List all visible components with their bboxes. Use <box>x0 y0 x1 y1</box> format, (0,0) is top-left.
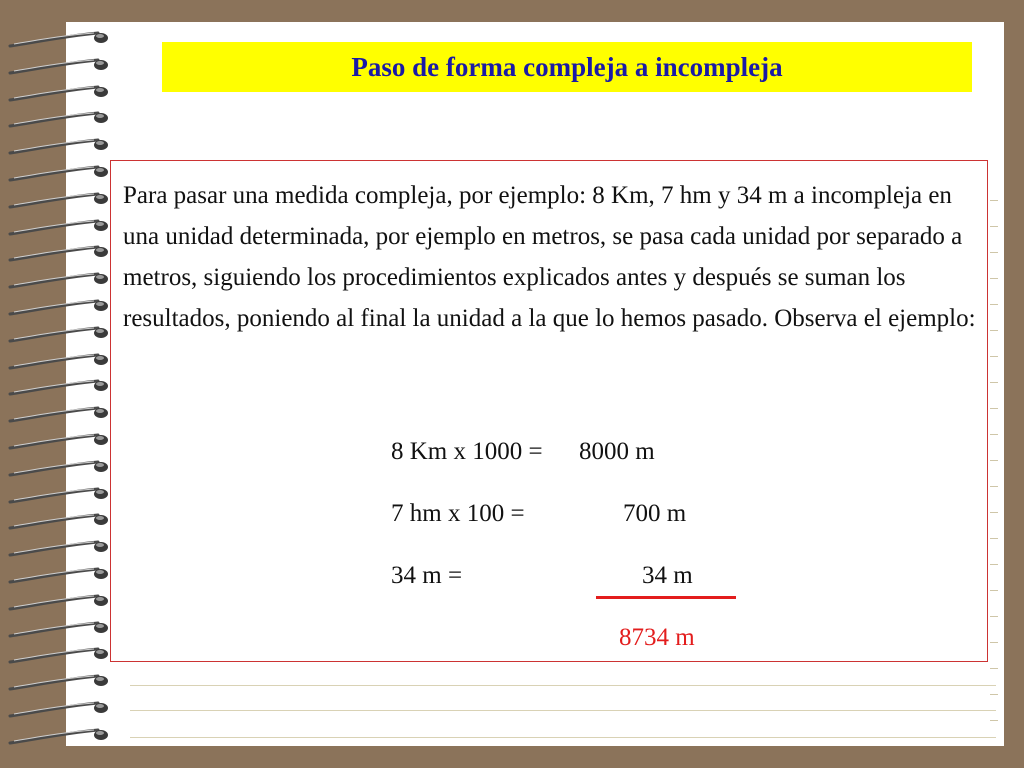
calc-result-hm: 700 m <box>623 500 687 527</box>
margin-tick <box>990 304 998 305</box>
margin-tick <box>990 226 998 227</box>
spiral-ring-icon <box>6 26 110 52</box>
margin-tick <box>990 252 998 253</box>
spiral-ring-icon <box>6 428 110 454</box>
spiral-ring-icon <box>6 267 110 293</box>
title-banner <box>162 42 972 92</box>
margin-tick <box>990 408 998 409</box>
margin-tick <box>990 590 998 591</box>
spiral-ring-icon <box>6 455 110 481</box>
margin-tick <box>990 668 998 669</box>
explanation-paragraph: Para pasar una medida compleja, por ejemplo: 8 Km, 7 hm y 34 m a incompleja en una unidad determinada, por ejemplo en metros, se pasa cada unidad por separado a metros, siguiendo los procedimientos explicados antes y después se suman los resultados, poniendo al final la unidad a la que lo hemos pasado. Observa el ejemplo: <box>123 182 976 332</box>
margin-tick <box>990 434 998 435</box>
ruled-line <box>130 685 996 686</box>
spiral-ring-icon <box>6 106 110 132</box>
ruled-line <box>130 737 996 738</box>
spiral-ring-icon <box>6 240 110 266</box>
spiral-ring-icon <box>6 321 110 347</box>
spiral-ring-icon <box>6 723 110 749</box>
margin-tick <box>990 720 998 721</box>
spiral-ring-icon <box>6 133 110 159</box>
spiral-ring-icon <box>6 214 110 240</box>
margin-tick <box>990 330 998 331</box>
spiral-ring-icon <box>6 348 110 374</box>
margin-tick <box>990 200 998 201</box>
margin-tick <box>990 694 998 695</box>
sum-total: 8734 m <box>619 624 695 651</box>
content-frame <box>110 160 988 662</box>
margin-tick <box>990 278 998 279</box>
spiral-ring-icon <box>6 696 110 722</box>
ruled-line <box>130 710 996 711</box>
sum-underline <box>596 596 736 599</box>
calc-result-m: 34 m <box>642 562 693 589</box>
spiral-ring-icon <box>6 53 110 79</box>
margin-tick <box>990 564 998 565</box>
spiral-ring-icon <box>6 482 110 508</box>
spiral-ring-icon <box>6 535 110 561</box>
margin-tick <box>990 356 998 357</box>
margin-tick <box>990 486 998 487</box>
spiral-ring-icon <box>6 294 110 320</box>
spiral-ring-icon <box>6 508 110 534</box>
margin-tick <box>990 538 998 539</box>
spiral-ring-icon <box>6 374 110 400</box>
spiral-ring-icon <box>6 80 110 106</box>
calc-result-km: 8000 m <box>579 438 655 465</box>
calc-expression-hm: 7 hm x 100 = <box>391 500 525 527</box>
spiral-ring-icon <box>6 401 110 427</box>
spiral-ring-icon <box>6 642 110 668</box>
spiral-ring-icon <box>6 616 110 642</box>
slide-title: Paso de forma compleja a incompleja <box>351 51 783 82</box>
calc-expression-km: 8 Km x 1000 = <box>391 438 543 465</box>
margin-tick <box>990 460 998 461</box>
margin-tick <box>990 512 998 513</box>
spiral-ring-icon <box>6 669 110 695</box>
spiral-ring-icon <box>6 187 110 213</box>
spiral-ring-icon <box>6 160 110 186</box>
margin-tick <box>990 642 998 643</box>
spiral-ring-icon <box>6 589 110 615</box>
margin-tick <box>990 616 998 617</box>
calc-expression-m: 34 m = <box>391 562 463 589</box>
spiral-ring-icon <box>6 562 110 588</box>
margin-tick <box>990 382 998 383</box>
